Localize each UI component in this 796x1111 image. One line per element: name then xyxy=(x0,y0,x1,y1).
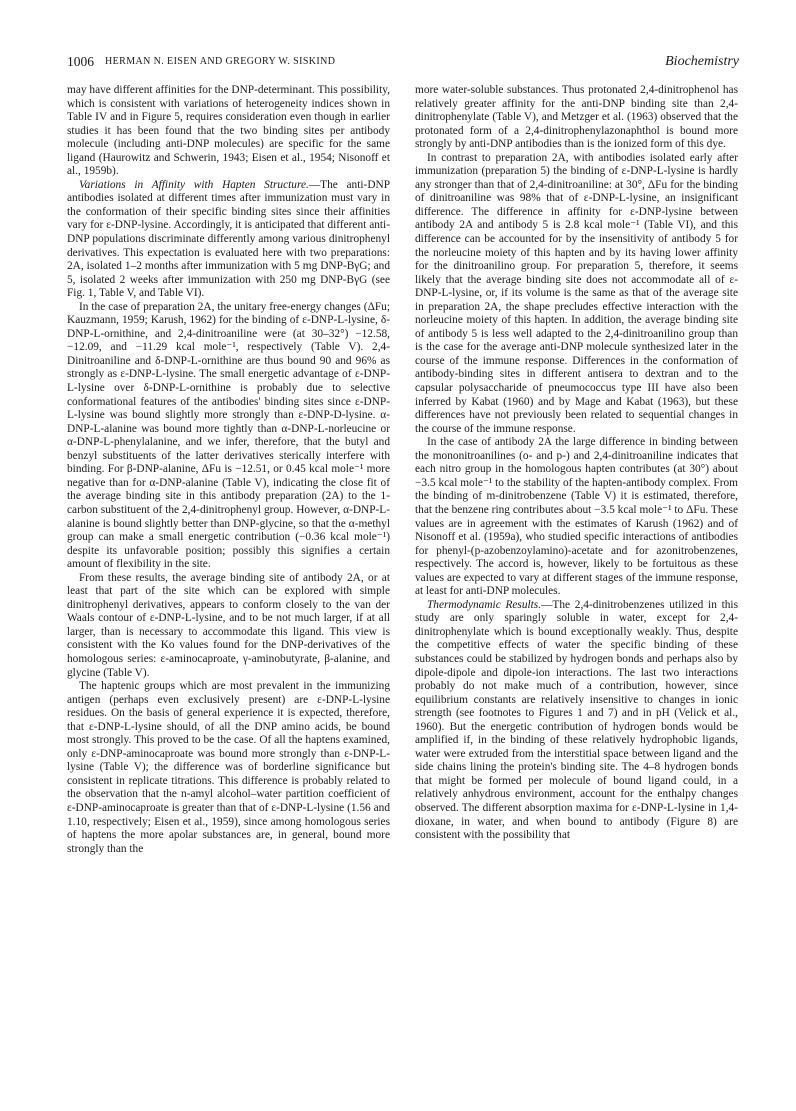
journal-name: Biochemistry xyxy=(665,54,739,69)
running-head-authors: HERMAN N. EISEN AND GREGORY W. SISKIND xyxy=(105,56,336,67)
page-number: 1006 xyxy=(67,54,94,69)
paragraph: may have different affinities for the DNP-determinant. This possibility, which is consistent with variations of heterogeneity indices shown in Table IV and in Figure 5, requires consideration even though in earlier studies it has been found that the two binding sites per antibody molecule (including anti-DNP molecules) are specific for the same ligand (Haurowitz and Schwerin, 1943; Eisen et al., 1954; Nisonoff et al., 1959b). xyxy=(67,84,390,178)
left-column xyxy=(67,84,390,856)
paragraph-body: —The 2,4-dinitrobenzenes utilized in this study are only sparingly soluble in water, except for 2,4-dinitrophenylate which is bound exceptionally weakly. Thus, despite the competitive effects of water the specific binding of these substances could be stabilized by hydrogen bonds and perhaps also by dipole-dipole and dipole-ion interactions. The last two interactions probably do not make much of a contribution, however, since equilibrium constants are relatively insensitive to changes in ionic strength (see footnotes to Figures 1 and 7) and in pH (Velick et al., 1960). But the energetic contribution of hydrogen bonds would be amplified if, in the binding of these relatively hydrophobic ligands, water were extruded from the interstitial space between ligand and the side chains lining the protein's binding site. The 4–8 hydrogen bonds that might be formed per molecule of bound ligand could, in a relatively anhydrous environment, account for the enthalpy changes observed. The different absorption maxima for ε-DNP-L-lysine in 1,4-dioxane, in water, and when bound to antibody (Figure 8) are consistent with the possibility that xyxy=(415,598,738,842)
paragraph: From these results, the average binding site of antibody 2A, or at least that part of the site which can be explored with simple dinitrophenyl derivatives, appears to conform closely to the van der Waals contour of ε-DNP-L-lysine, and to be not much larger, if at all larger, than is necessary to accommodate this ligand. This view is consistent with the Ko values found for the DNP-derivatives of the homologous series: ε-aminocaproate, γ-aminobutyrate, β-alanine, and glycine (Table V). xyxy=(67,571,390,679)
paragraph: more water-soluble substances. Thus protonated 2,4-dinitrophenol has relatively greater affinity for the anti-DNP binding site than 2,4-dinitrophenylate (Table V), and Metzger et al. (1963) observed that the protonated form of a 2,4-dinitrophenylazonaphthol is bound more strongly by anti-DNP antibodies than is the ionized form of this dye. xyxy=(415,84,738,151)
section-heading: Variations in Affinity with Hapten Structure. xyxy=(79,178,309,191)
right-column xyxy=(415,84,738,843)
paragraph: The haptenic groups which are most prevalent in the immunizing antigen (perhaps even exclusively present) are ε-DNP-L-lysine residues. On the basis of general experience it is expected, therefore, that ε-DNP-L-lysine should, of all the DNP amino acids, be bound most strongly. This proved to be the case. Of all the haptens examined, only ε-DNP-aminocaproate was bound more strongly than ε-DNP-L-lysine (Table V); the difference was of borderline significance but consistent in replicate titrations. This difference is probably related to the observation that the n-amyl alcohol–water partition coefficient of ε-DNP-aminocaproate is greater than that of ε-DNP-L-lysine (1.56 and 1.10, respectively; Eisen et al., 1959), since among homologous series of haptens the more apolar substances are, in general, bound more strongly than the xyxy=(67,680,390,855)
page-header xyxy=(67,54,739,76)
paragraph-body: —The anti-DNP antibodies isolated at different times after immunization must vary in the conformation of their specific binding sites since their affinities vary for ε-DNP-lysine. Accordingly, it is anticipated that different anti-DNP populations discriminate differently among various dinitrophenyl derivatives. This expectation is evaluated here with two preparations: 2A, isolated 1–2 months after immunization with 5 mg DNP-BγG; and 5, isolated 2 weeks after immunization with 250 mg DNP-BγG (see Fig. 1, Table V, and Table VI). xyxy=(67,178,391,300)
paragraph: In the case of antibody 2A the large difference in binding between the mononitroanilines (o- and p-) and 2,4-dinitroaniline indicates that each nitro group in the homologous hapten contributes (at 30°) about −3.5 kcal mole⁻¹ to the stability of the hapten-antibody complex. From the binding of m-dinitrobenzene (Table V) it is estimated, therefore, that the benzene ring contributes about −3.5 kcal mole⁻¹ to ΔFu. These values are in agreement with the estimates of Karush (1962) and of Nisonoff et al. (1959a), who studied specific interactions of antibodies for phenyl-(p-azobenzoylamino)-acetate and for azonitrobenzenes, respectively. The accord is, however, likely to be fortuitous as these values are expected to vary at different stages of the immune response, at least for anti-DNP molecules. xyxy=(415,436,738,598)
section-heading: Thermodynamic Results. xyxy=(427,598,542,611)
paragraph-thermodynamic-results xyxy=(415,599,738,843)
paragraph-variations-in-affinity xyxy=(67,179,390,301)
paragraph: In the case of preparation 2A, the unitary free-energy changes (ΔFu; Kauzmann, 1959; Karush, 1962) for the binding of ε-DNP-L-lysine, δ-DNP-L-ornithine, and 2,4-dinitroaniline were (at 30–32°) −12.58, −12.09, and −11.29 kcal mole⁻¹, respectively (Table V). 2,4-Dinitroaniline and δ-DNP-L-ornithine are thus bound 90 and 96% as strongly as ε-DNP-L-lysine. The small energetic advantage of ε-DNP-L-lysine over δ-DNP-L-ornithine is probably due to selective conformational features of the antibodies' binding sites since ε-DNP-L-lysine was bound slightly more strongly than ε-DNP-D-lysine. α-DNP-L-alanine was bound more tightly than α-DNP-L-norleucine or α-DNP-L-phenylalanine, and we infer, therefore, that the butyl and benzyl substituents of the latter derivatives sterically interfere with binding. For β-DNP-alanine, ΔFu is −12.51, or 0.45 kcal mole⁻¹ more negative than for α-DNP-alanine (Table V), indicating the close fit of the average binding site in this antibody preparation (2A) to the 1-carbon substituent of the 2,4-dinitrophenyl group. However, α-DNP-L-alanine is bound slightly better than DNP-glycine, so that the α-methyl group can make a small energetic contribution (−0.36 kcal mole⁻¹) despite its unfavorable position; possibly this signifies a certain amount of flexibility in the site. xyxy=(67,300,390,571)
paragraph: In contrast to preparation 2A, with antibodies isolated early after immunization (preparation 5) the binding of ε-DNP-L-lysine is hardly any stronger than that of 2,4-dinitroaniline: at 30°, ΔFu for the binding of dinitroaniline was 98% that of ε-DNP-L-lysine, an insignificant difference. The difference in affinity for ε-DNP-lysine between antibody 2A and antibody 5 is 2.8 kcal mole⁻¹ (Table VI), and this difference can be accounted for by the insensitivity of antibody 5 for the norleucine moiety of this hapten and by its having lower affinity for the dinitroanilino group. For preparation 5, therefore, it seems likely that the average binding site does not accommodate all of ε-DNP-L-lysine, or, if its volume is the same as that of the average site in preparation 2A, the shape precludes effective interaction with the norleucine moiety of this hapten. In addition, the average binding site of antibody 5 is less well adapted to the 2,4-dinitroanilino group than is the case for the average anti-DNP molecule synthesized later in the course of the immune response. Differences in the conformation of antibody-binding sites in different antisera to dextran and to the capsular polysaccharide of pneumococcus type III have also been inferred by Kabat (1960) and by Mage and Kabat (1963), but these differences have not previously been related to sequential changes in the course of the immune response. xyxy=(415,151,738,435)
